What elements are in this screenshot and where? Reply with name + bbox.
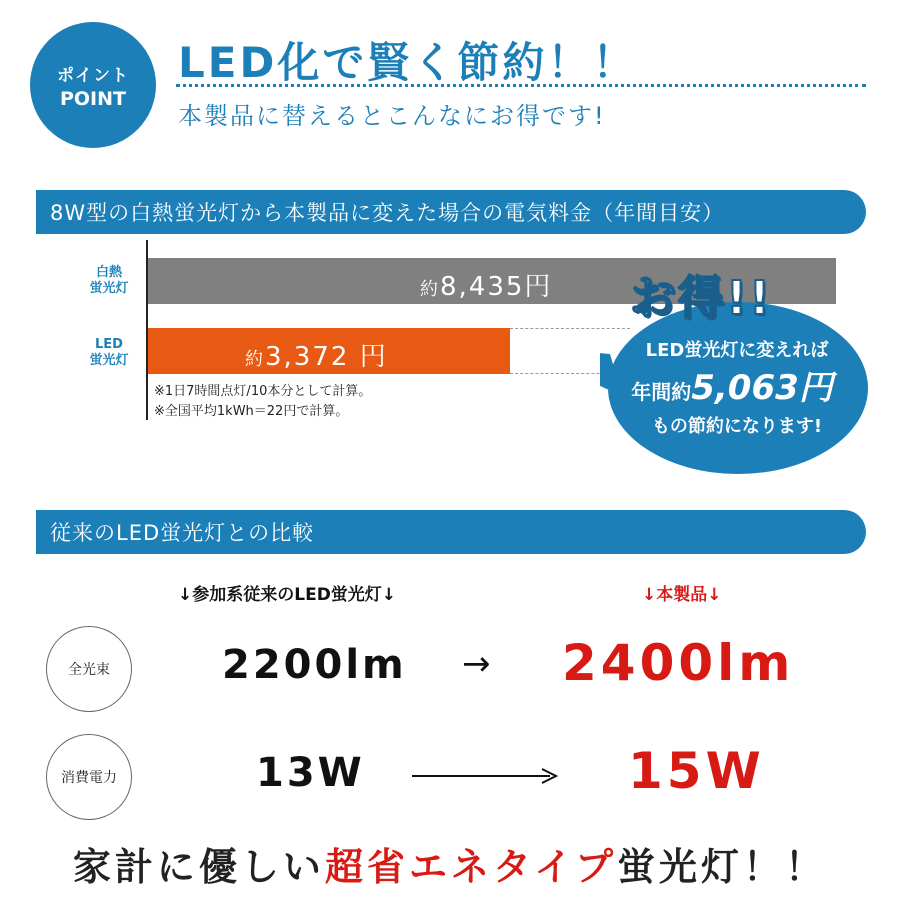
tagline — [0, 836, 900, 891]
label-power-consumption: 消費電力 — [46, 734, 132, 820]
bubble-amount-prefix: 年間約 — [631, 380, 692, 404]
power-consumption-arrow — [410, 766, 560, 786]
tagline-part1: 家計に優しい — [72, 845, 325, 889]
row-label-incandescent — [74, 265, 144, 297]
otoku-headline: お得!! — [630, 271, 772, 325]
point-badge-en: POINT — [59, 87, 126, 110]
power-consumption-new: 15W — [628, 742, 765, 800]
bubble-line3: もの節約になります! — [651, 416, 823, 437]
row-label-led — [74, 337, 144, 369]
column-head-conventional: ↓参加系従来のLED蛍光灯↓ — [178, 585, 397, 605]
section-electricity-cost-header: 8W型の白熱蛍光灯から本製品に変えた場合の電気料金（年間目安） — [36, 190, 866, 234]
column-head-this-product: ↓本製品↓ — [642, 585, 722, 605]
luminous-flux-old: 2200lm — [222, 642, 407, 688]
bar-led-value — [245, 336, 388, 373]
note-usage: ※1日7時間点灯/10本分として計算。 — [154, 384, 372, 399]
bubble-savings-amount: 5,063円 — [691, 368, 833, 408]
row-label-led-line1: LED — [95, 337, 123, 352]
page-title: LED化で賢く節約！！ — [178, 38, 638, 87]
bar-incandescent-value — [420, 266, 552, 303]
page-subtitle: 本製品に替えるとこんなにお得です! — [178, 102, 606, 130]
power-consumption-old: 13W — [256, 750, 365, 796]
row-label-incandescent-line2: 蛍光灯 — [89, 281, 129, 296]
tagline-part3: 蛍光灯！！ — [617, 845, 828, 889]
row-label-incandescent-line1: 白熱 — [95, 265, 122, 280]
title-divider — [176, 84, 866, 87]
bar-incandescent-amount: 8,435円 — [440, 272, 553, 302]
bar-led-amount: 3,372 円 — [265, 342, 388, 372]
luminous-flux-arrow: → — [462, 644, 491, 684]
row-label-led-line2: 蛍光灯 — [89, 353, 129, 368]
bubble-line1: LED蛍光灯に変えれば — [645, 340, 829, 361]
bubble-line2 — [604, 360, 860, 409]
bar-led-prefix: 約 — [245, 349, 265, 370]
note-rate: ※全国平均1kWh＝22円で計算。 — [154, 404, 349, 419]
bar-incandescent-prefix: 約 — [420, 279, 440, 300]
label-luminous-flux: 全光束 — [46, 626, 132, 712]
point-badge-jp: ポイント — [57, 65, 129, 86]
luminous-flux-new: 2400lm — [562, 634, 795, 692]
tagline-highlight: 超省エネタイプ — [324, 845, 618, 889]
section-comparison-header: 従来のLED蛍光灯との比較 — [36, 510, 866, 554]
point-badge — [30, 22, 156, 148]
